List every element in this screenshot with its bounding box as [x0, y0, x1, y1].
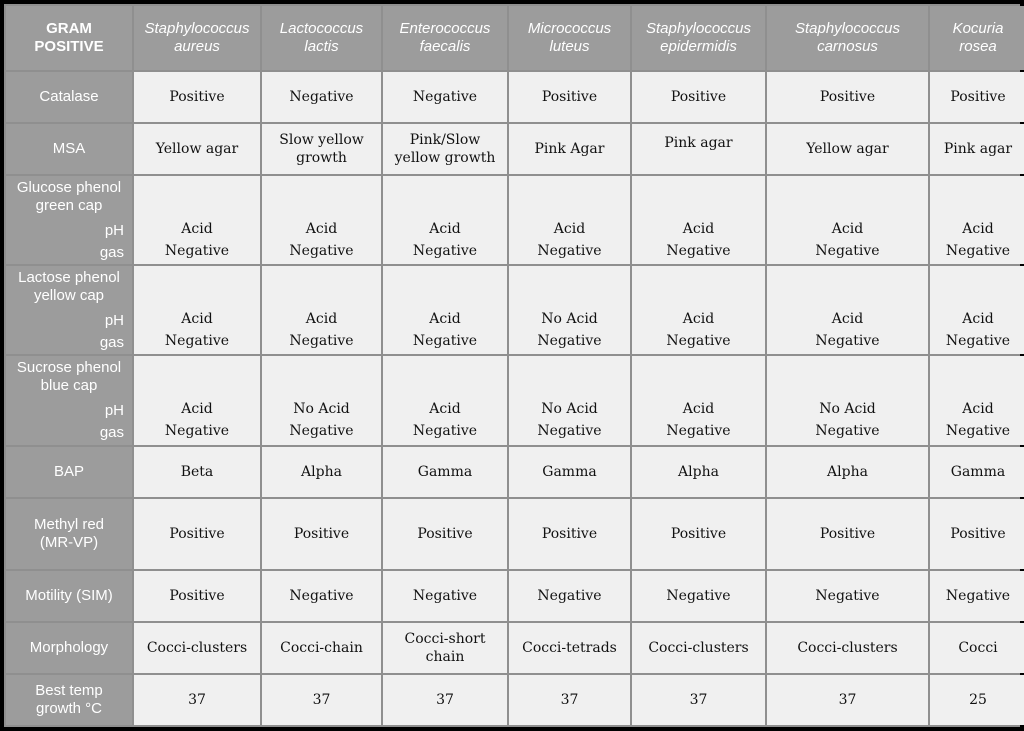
organism-genus: Staphylococcus — [645, 20, 752, 37]
bacteria-test-table — [4, 4, 1024, 727]
row-header — [6, 72, 132, 122]
organism-species: aureus — [174, 38, 220, 55]
table-cell — [509, 447, 630, 497]
cell-value: Acid — [429, 311, 461, 328]
cell-value: Alpha — [827, 463, 868, 480]
cell-value: 37 — [312, 691, 331, 708]
cell-value: Pink Agar — [534, 141, 605, 158]
table-cell — [134, 266, 260, 354]
cell-value: Yellow agar — [806, 141, 889, 158]
table-cell — [632, 571, 765, 621]
table-row — [6, 176, 1024, 264]
table-row — [6, 356, 1024, 444]
cell-value: Acid — [181, 221, 213, 238]
cell-value: Positive — [541, 525, 598, 542]
row-header — [6, 675, 132, 725]
cell-value: Positive — [819, 525, 876, 542]
row-sublabel: pH — [104, 222, 124, 240]
cell-value: Beta — [180, 463, 214, 480]
table-cell — [509, 571, 630, 621]
table-row — [6, 266, 1024, 354]
table-cell — [134, 356, 260, 444]
organism-header — [767, 6, 928, 70]
cell-value: Acid — [429, 401, 461, 418]
table-cell — [767, 571, 928, 621]
cell-value: Gamma — [542, 463, 597, 480]
cell-value: 37 — [838, 691, 857, 708]
cell-value: Negative — [412, 423, 478, 440]
cell-value: Negative — [815, 587, 880, 604]
row-sublabel: gas — [99, 334, 124, 352]
table-cell — [767, 447, 928, 497]
cell-value: Acid — [682, 311, 715, 328]
row-header — [6, 266, 132, 354]
organism-species: faecalis — [419, 38, 471, 55]
table-row — [6, 571, 1024, 621]
table-cell — [767, 623, 928, 673]
cell-value: Positive — [670, 89, 727, 106]
cell-value: Acid — [305, 221, 338, 238]
table-cell — [767, 499, 928, 569]
table-cell — [509, 72, 630, 122]
table-cell — [134, 124, 260, 174]
organism-species: lactis — [304, 38, 339, 55]
cell-value: Negative — [289, 333, 354, 350]
table-cell — [767, 72, 928, 122]
cell-value: Yellow agar — [155, 141, 239, 158]
row-label: Methyl red — [33, 515, 105, 533]
cell-value: Negative — [164, 423, 230, 440]
table-cell — [632, 266, 765, 354]
table-row — [6, 499, 1024, 569]
cell-value: Cocci-chain — [280, 639, 363, 656]
corner-line: GRAM — [46, 20, 92, 37]
cell-value: Cocci-clusters — [146, 639, 248, 656]
table-cell — [383, 447, 507, 497]
cell-value: Negative — [666, 423, 731, 440]
cell-value: No Acid — [541, 401, 598, 418]
row-label: blue cap — [40, 377, 98, 395]
cell-value: 37 — [560, 691, 579, 708]
organism-genus: Enterococcus — [399, 20, 491, 37]
organism-species: rosea — [959, 38, 997, 55]
table-cell — [509, 124, 630, 174]
cell-value: Positive — [417, 525, 473, 542]
row-header — [6, 447, 132, 497]
cell-value: Negative — [164, 243, 230, 260]
cell-value: Acid — [831, 311, 864, 328]
row-header — [6, 623, 132, 673]
cell-value: No Acid — [293, 401, 350, 418]
table-cell — [383, 623, 507, 673]
cell-value: Slow yellow — [279, 132, 364, 149]
table-cell — [134, 623, 260, 673]
cell-value: Negative — [164, 333, 230, 350]
table-cell — [930, 499, 1024, 569]
cell-value: Negative — [289, 89, 354, 106]
row-label: Lactose phenol — [18, 269, 120, 287]
row-sublabel: gas — [99, 244, 124, 262]
corner-line: POSITIVE — [34, 38, 104, 55]
table-cell — [930, 571, 1024, 621]
table-cell — [767, 356, 928, 444]
row-label: Best temp — [35, 681, 103, 699]
table-cell — [262, 266, 381, 354]
cell-value: Positive — [169, 89, 225, 106]
table-row — [6, 623, 1024, 673]
row-header — [6, 356, 132, 444]
table-cell — [134, 72, 260, 122]
cell-value: growth — [296, 150, 347, 167]
cell-value: Negative — [666, 243, 731, 260]
cell-value: Negative — [412, 587, 478, 604]
cell-value: Acid — [181, 311, 213, 328]
row-label: (MR-VP) — [39, 533, 99, 551]
table-cell — [930, 447, 1024, 497]
cell-value: Cocci-short — [404, 630, 486, 647]
organism-genus: Lactococcus — [279, 20, 364, 37]
cell-value: Cocci — [958, 639, 998, 656]
cell-value: Pink agar — [943, 141, 1013, 158]
cell-value: Negative — [815, 333, 880, 350]
table-cell — [509, 623, 630, 673]
cell-value: Negative — [815, 423, 880, 440]
row-label: MSA — [52, 140, 86, 158]
cell-value: Negative — [412, 89, 478, 106]
organism-species: luteus — [549, 38, 590, 55]
cell-value: Positive — [670, 525, 727, 542]
table-cell — [383, 356, 507, 444]
cell-value: Negative — [666, 333, 731, 350]
cell-value: Positive — [950, 89, 1006, 106]
cell-value: Positive — [169, 525, 225, 542]
row-header — [6, 571, 132, 621]
table-cell — [262, 499, 381, 569]
cell-value: Cocci-clusters — [797, 639, 898, 656]
cell-value: Negative — [289, 587, 354, 604]
table-cell — [509, 356, 630, 444]
table-cell — [930, 266, 1024, 354]
table-cell — [632, 72, 765, 122]
table-cell — [262, 623, 381, 673]
cell-value: Negative — [537, 243, 602, 260]
cell-value: No Acid — [819, 401, 876, 418]
row-sublabel: pH — [104, 312, 124, 330]
row-label: growth °C — [35, 699, 103, 717]
cell-value: Acid — [962, 311, 994, 328]
table-cell — [134, 499, 260, 569]
table-body — [6, 72, 1024, 725]
table-cell — [930, 72, 1024, 122]
organism-header — [509, 6, 630, 70]
cell-value: Acid — [682, 401, 715, 418]
header-row — [6, 6, 1024, 70]
cell-value: Acid — [962, 401, 994, 418]
cell-value: Pink agar — [664, 135, 733, 152]
table-cell — [383, 675, 507, 725]
cell-value: Negative — [537, 333, 602, 350]
table-cell — [509, 675, 630, 725]
cell-value: Acid — [962, 221, 994, 238]
table-cell — [262, 571, 381, 621]
organism-genus: Staphylococcus — [144, 20, 250, 37]
cell-value: Alpha — [678, 463, 719, 480]
organism-genus: Kocuria — [952, 20, 1004, 37]
cell-value: No Acid — [541, 311, 598, 328]
table-cell — [632, 356, 765, 444]
table-cell — [632, 623, 765, 673]
cell-value: Negative — [537, 587, 602, 604]
row-header — [6, 176, 132, 264]
table-cell — [767, 675, 928, 725]
cell-value: Gamma — [417, 463, 473, 480]
cell-value: Negative — [945, 243, 1011, 260]
cell-value: 37 — [436, 691, 454, 708]
cell-value: 37 — [689, 691, 708, 708]
row-label: yellow cap — [33, 287, 105, 305]
table-cell — [383, 499, 507, 569]
table-cell — [509, 176, 630, 264]
cell-value: Negative — [537, 423, 602, 440]
cell-value: Negative — [945, 333, 1011, 350]
cell-value: Acid — [831, 221, 864, 238]
table-row — [6, 447, 1024, 497]
table-cell — [262, 124, 381, 174]
table-cell — [767, 124, 928, 174]
cell-value: chain — [425, 648, 465, 665]
cell-value: 37 — [188, 691, 206, 708]
cell-value: Pink/Slow — [409, 132, 481, 149]
row-label: Glucose phenol — [16, 179, 122, 197]
table-cell — [383, 124, 507, 174]
table-cell — [262, 356, 381, 444]
organism-header — [262, 6, 381, 70]
organism-species: carnosus — [817, 38, 878, 55]
organism-genus: Staphylococcus — [794, 20, 901, 37]
table-cell — [767, 266, 928, 354]
table-cell — [632, 176, 765, 264]
cell-value: Positive — [950, 525, 1006, 542]
table-cell — [930, 623, 1024, 673]
table-cell — [383, 176, 507, 264]
row-sublabel: gas — [99, 424, 124, 442]
table-row — [6, 72, 1024, 122]
cell-value: Negative — [666, 587, 731, 604]
cell-value: Positive — [541, 89, 598, 106]
corner-header — [6, 6, 132, 70]
table-cell — [632, 447, 765, 497]
row-label: Morphology — [29, 638, 109, 656]
organism-header — [383, 6, 507, 70]
table-cell — [509, 499, 630, 569]
table-frame — [4, 4, 1020, 727]
cell-value: Negative — [289, 243, 354, 260]
cell-value: Positive — [819, 89, 876, 106]
row-header — [6, 124, 132, 174]
table-row — [6, 124, 1024, 174]
cell-value: Negative — [815, 243, 880, 260]
table-cell — [383, 266, 507, 354]
cell-value: Acid — [181, 401, 213, 418]
organism-species: epidermidis — [660, 38, 737, 55]
row-label: Sucrose phenol — [16, 359, 122, 377]
table-cell — [134, 447, 260, 497]
cell-value: Acid — [682, 221, 715, 238]
row-label: Motility (SIM) — [25, 586, 113, 604]
cell-value: Acid — [429, 221, 461, 238]
table-cell — [134, 571, 260, 621]
cell-value: Acid — [305, 311, 338, 328]
cell-value: Acid — [553, 221, 586, 238]
table-cell — [930, 124, 1024, 174]
table-row — [6, 675, 1024, 725]
cell-value: Negative — [412, 333, 478, 350]
row-label: BAP — [53, 462, 84, 480]
cell-value: yellow growth — [394, 150, 496, 167]
table-cell — [509, 266, 630, 354]
cell-value: Positive — [169, 587, 225, 604]
cell-value: Negative — [412, 243, 478, 260]
cell-value: Negative — [289, 423, 354, 440]
table-cell — [262, 447, 381, 497]
row-sublabel: pH — [104, 402, 124, 420]
table-cell — [383, 571, 507, 621]
organism-header — [134, 6, 260, 70]
row-header — [6, 499, 132, 569]
table-cell — [930, 176, 1024, 264]
table-cell — [383, 72, 507, 122]
cell-value: Positive — [293, 525, 350, 542]
cell-value: Cocci-tetrads — [522, 639, 617, 656]
cell-value: Negative — [945, 587, 1011, 604]
table-cell — [262, 72, 381, 122]
table-cell — [262, 176, 381, 264]
cell-value: Alpha — [301, 463, 342, 480]
table-cell — [632, 675, 765, 725]
table-cell — [262, 675, 381, 725]
table-cell — [632, 499, 765, 569]
organism-genus: Micrococcus — [527, 20, 612, 37]
organism-header — [632, 6, 765, 70]
table-cell — [632, 124, 765, 174]
table-cell — [767, 176, 928, 264]
table-cell — [930, 356, 1024, 444]
row-label: Catalase — [39, 88, 99, 106]
cell-value: Gamma — [950, 463, 1006, 480]
cell-value: Cocci-clusters — [648, 639, 749, 656]
organism-header — [930, 6, 1024, 70]
table-cell — [930, 675, 1024, 725]
cell-value: 25 — [969, 691, 987, 708]
table-cell — [134, 675, 260, 725]
table-cell — [134, 176, 260, 264]
row-label: green cap — [35, 197, 103, 215]
cell-value: Negative — [945, 423, 1011, 440]
